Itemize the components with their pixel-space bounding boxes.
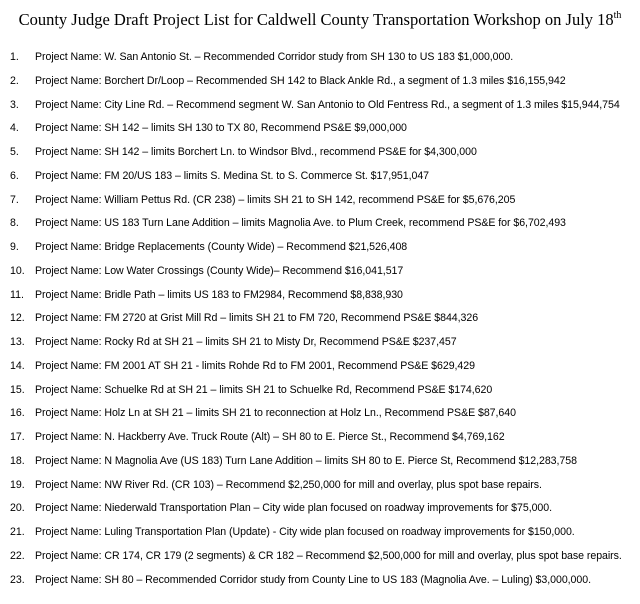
list-item bbox=[0, 497, 640, 521]
list-item-number: 4. bbox=[10, 122, 19, 135]
list-item-text: Project Name: Schuelke Rd at SH 21 – limits SH 21 to Schuelke Rd, Recommend PS&E $174,620 bbox=[35, 383, 493, 396]
list-item bbox=[0, 212, 640, 236]
list-item-number: 19. bbox=[10, 478, 25, 491]
list-item-number: 1. bbox=[10, 51, 19, 63]
list-item-text: Project Name: N. Hackberry Ave. Truck Route (Alt) – SH 80 to E. Pierce St., Recommend $4,769,162 bbox=[35, 431, 505, 443]
document-title-text: County Judge Draft Project List for Caldwell County Transportation Workshop on July 18 bbox=[18, 10, 614, 29]
list-item-text: Project Name: Low Water Crossings (County Wide)– Recommend $16,041,517 bbox=[35, 264, 404, 277]
list-item bbox=[0, 46, 640, 70]
document-title-suffix: th bbox=[613, 9, 622, 21]
list-item bbox=[0, 117, 640, 141]
list-item-number: 2. bbox=[10, 74, 19, 87]
list-item bbox=[0, 569, 640, 593]
list-item bbox=[0, 450, 640, 474]
list-item-text: Project Name: NW River Rd. (CR 103) – Recommend $2,250,000 for mill and overlay, plus spot base repairs. bbox=[35, 478, 542, 491]
list-item-text: Project Name: City Line Rd. – Recommend segment W. San Antonio to Old Fentress Rd., a segment of 1.3 miles $15,944,754 bbox=[35, 98, 620, 111]
list-item bbox=[0, 284, 640, 308]
project-list bbox=[0, 46, 640, 592]
list-item bbox=[0, 426, 640, 450]
list-item-text: Project Name: FM 2001 AT SH 21 - limits Rohde Rd to FM 2001, Recommend PS&E $629,429 bbox=[35, 359, 475, 372]
list-item-text: Project Name: Holz Ln at SH 21 – limits SH 21 to reconnection at Holz Ln., Recommend PS&E $87,640 bbox=[35, 407, 516, 420]
document-title bbox=[0, 10, 640, 30]
list-item bbox=[0, 474, 640, 498]
list-item-number: 13. bbox=[10, 336, 25, 348]
list-item-text: Project Name: William Pettus Rd. (CR 238) – limits SH 21 to SH 142, recommend PS&E for $5,676,205 bbox=[35, 193, 516, 206]
list-item-number: 7. bbox=[10, 193, 19, 206]
list-item bbox=[0, 402, 640, 426]
list-item-number: 11. bbox=[10, 288, 24, 301]
list-item-number: 8. bbox=[10, 217, 19, 230]
list-item bbox=[0, 307, 640, 331]
list-item-text: Project Name: SH 80 – Recommended Corridor study from County Line to US 183 (Magnolia Ave. – Luling) $3,000,000. bbox=[35, 573, 591, 586]
list-item-number: 18. bbox=[10, 454, 25, 467]
list-item-text: Project Name: N Magnolia Ave (US 183) Turn Lane Addition – limits SH 80 to E. Pierce St, Recommend $12,283,758 bbox=[35, 454, 577, 467]
list-item-text: Project Name: FM 2720 at Grist Mill Rd – limits SH 21 to FM 720, Recommend PS&E $844,326 bbox=[35, 312, 479, 325]
list-item bbox=[0, 189, 640, 213]
list-item bbox=[0, 236, 640, 260]
list-item-text: Project Name: W. San Antonio St. – Recommended Corridor study from SH 130 to US 183 $1,000,000. bbox=[35, 51, 514, 63]
list-item-number: 21. bbox=[10, 526, 25, 538]
list-item-number: 16. bbox=[10, 407, 25, 420]
list-item-text: Project Name: Borchert Dr/Loop – Recommended SH 142 to Black Ankle Rd., a segment of 1.3 miles $16,155,942 bbox=[35, 74, 566, 87]
list-item bbox=[0, 70, 640, 94]
list-item-number: 23. bbox=[10, 573, 25, 586]
list-item bbox=[0, 141, 640, 165]
list-item-number: 20. bbox=[10, 502, 25, 515]
list-item bbox=[0, 94, 640, 118]
list-item-text: Project Name: Rocky Rd at SH 21 – limits SH 21 to Misty Dr, Recommend PS&E $237,457 bbox=[35, 336, 457, 348]
list-item-number: 22. bbox=[10, 549, 25, 562]
list-item bbox=[0, 545, 640, 569]
list-item-number: 12. bbox=[10, 312, 25, 325]
list-item-text: Project Name: Niederwald Transportation Plan – City wide plan focused on roadway improvements for $75,000. bbox=[35, 502, 553, 515]
list-item-text: Project Name: SH 142 – limits SH 130 to TX 80, Recommend PS&E $9,000,000 bbox=[35, 122, 407, 135]
list-item-number: 10. bbox=[10, 264, 25, 277]
list-item bbox=[0, 379, 640, 403]
list-item-text: Project Name: Bridle Path – limits US 183 to FM2984, Recommend $8,838,930 bbox=[35, 288, 403, 301]
list-item-text: Project Name: US 183 Turn Lane Addition – limits Magnolia Ave. to Plum Creek, recommend PS&E for $6,702,493 bbox=[35, 217, 566, 230]
list-item-number: 14. bbox=[10, 359, 25, 372]
list-item-text: Project Name: FM 20/US 183 – limits S. Medina St. to S. Commerce St. $17,951,047 bbox=[35, 169, 430, 182]
list-item-number: 5. bbox=[10, 146, 19, 158]
list-item-number: 6. bbox=[10, 169, 19, 182]
list-item-text: Project Name: Bridge Replacements (County Wide) – Recommend $21,526,408 bbox=[35, 241, 408, 253]
list-item-text: Project Name: Luling Transportation Plan (Update) - City wide plan focused on roadway improvements for $150,000. bbox=[35, 526, 575, 538]
list-item-number: 9. bbox=[10, 241, 19, 253]
list-item bbox=[0, 165, 640, 189]
list-item bbox=[0, 331, 640, 355]
list-item bbox=[0, 355, 640, 379]
list-item-number: 15. bbox=[10, 383, 25, 396]
list-item-text: Project Name: SH 142 – limits Borchert Ln. to Windsor Blvd., recommend PS&E for $4,300,000 bbox=[35, 146, 477, 158]
list-item bbox=[0, 260, 640, 284]
list-item-number: 3. bbox=[10, 98, 19, 111]
list-item-text: Project Name: CR 174, CR 179 (2 segments) & CR 182 – Recommend $2,500,000 for mill and overlay, plus spot base repairs. bbox=[35, 549, 622, 562]
list-item-number: 17. bbox=[10, 431, 25, 443]
list-item bbox=[0, 521, 640, 545]
